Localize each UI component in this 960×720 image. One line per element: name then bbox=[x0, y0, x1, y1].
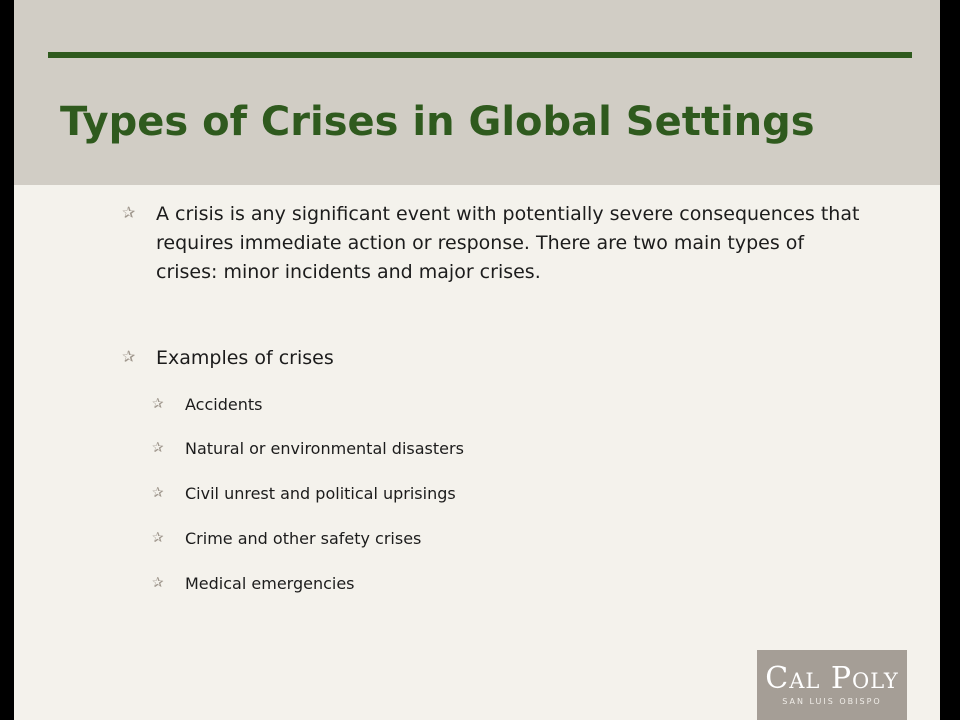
logo-wordmark: Cal Poly bbox=[765, 661, 899, 696]
star-bullet-icon: ✰ bbox=[152, 396, 164, 412]
star-bullet-icon: ✰ bbox=[152, 575, 164, 591]
sub-bullet-disasters bbox=[152, 438, 852, 460]
cal-poly-logo bbox=[757, 650, 907, 720]
star-bullet-icon: ✰ bbox=[152, 440, 164, 456]
slide-content bbox=[14, 0, 940, 720]
star-bullet-icon: ✰ bbox=[152, 530, 164, 546]
bullet-crisis-definition bbox=[122, 200, 862, 287]
sub-bullet-accidents bbox=[152, 394, 852, 416]
sub-bullet-medical bbox=[152, 573, 852, 595]
star-bullet-icon: ✰ bbox=[122, 203, 136, 222]
sub-bullet-crime bbox=[152, 528, 852, 550]
bullet-text: A crisis is any significant event with potentially severe consequences that requires immediate action or response. There are two main types of crises: minor incidents and major crises. bbox=[156, 203, 860, 283]
sub-bullet-text: Medical emergencies bbox=[185, 574, 355, 593]
slide-title: Types of Crises in Global Settings bbox=[60, 99, 815, 145]
sub-bullet-text: Accidents bbox=[185, 395, 263, 414]
slide bbox=[14, 0, 940, 720]
bullet-text: Examples of crises bbox=[156, 347, 334, 369]
sub-bullet-text: Civil unrest and political uprisings bbox=[185, 484, 456, 503]
sub-bullet-text: Crime and other safety crises bbox=[185, 529, 422, 548]
logo-subtext: SAN LUIS OBISPO bbox=[782, 697, 882, 706]
sub-bullet-civil-unrest bbox=[152, 483, 852, 505]
star-bullet-icon: ✰ bbox=[122, 347, 136, 366]
star-bullet-icon: ✰ bbox=[152, 485, 164, 501]
bullet-examples bbox=[122, 344, 862, 373]
sub-bullet-text: Natural or environmental disasters bbox=[185, 439, 464, 458]
